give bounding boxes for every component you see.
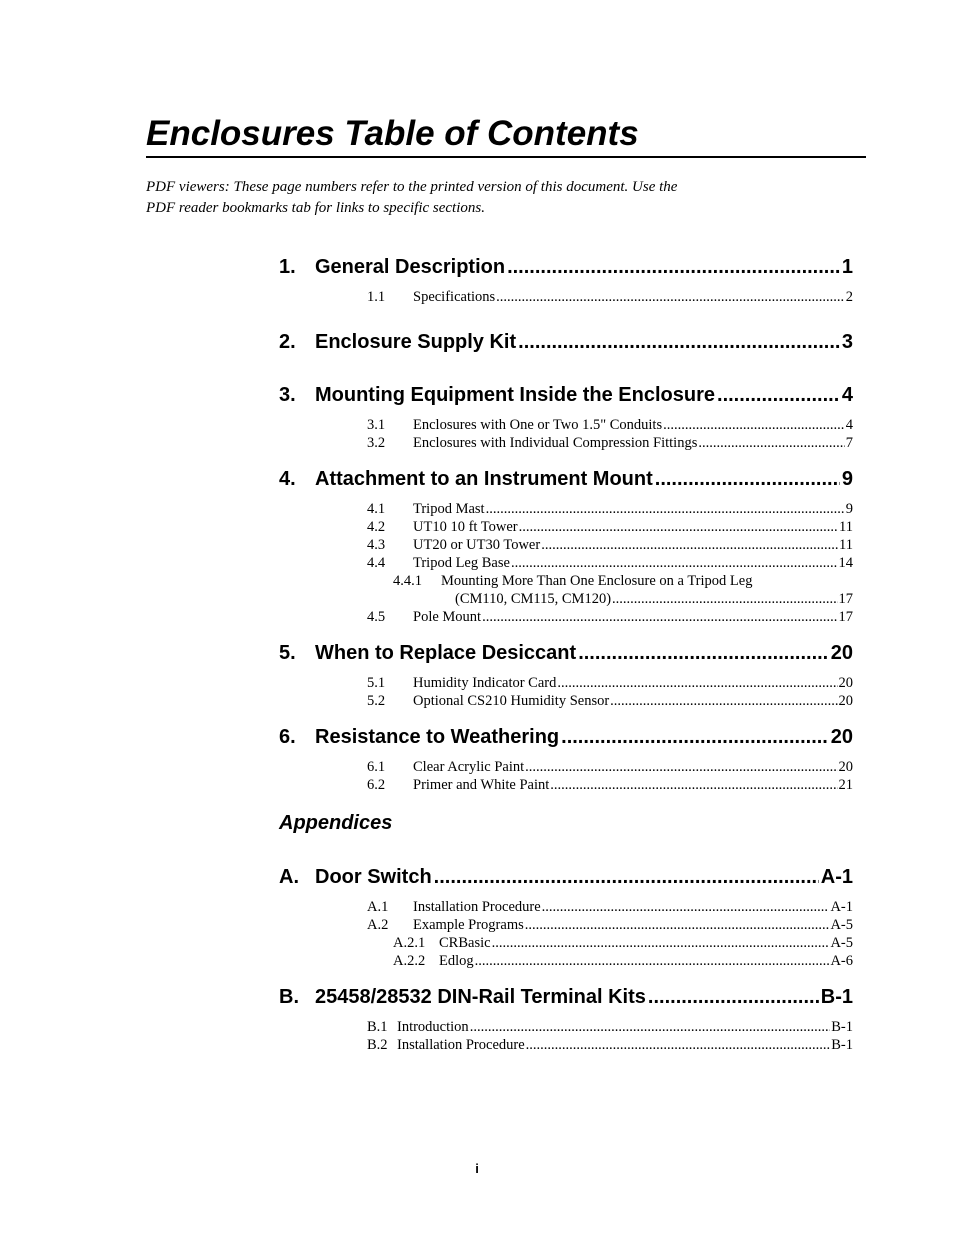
section-number: 1.1: [367, 289, 386, 305]
section-number: 4.5: [367, 609, 386, 625]
toc-section-5-2[interactable]: [367, 692, 853, 710]
dot-leader: [542, 898, 830, 916]
dot-leader: [663, 416, 845, 434]
section-page: 17: [838, 591, 853, 607]
section-number: 6.2: [367, 777, 386, 793]
section-page: 14: [838, 555, 853, 571]
toc-chapter-4[interactable]: [279, 466, 853, 492]
chapter-page: 20: [830, 642, 853, 664]
chapter-number: 2.: [279, 331, 296, 353]
chapter-number: 4.: [279, 468, 296, 490]
pdf-viewer-note: [146, 177, 786, 219]
dot-leader: [525, 758, 837, 776]
dot-leader: [519, 518, 838, 536]
toc-section-5-1[interactable]: [367, 674, 853, 692]
chapter-title: Mounting Equipment Inside the Enclosure: [315, 384, 716, 406]
toc-section-4-3[interactable]: [367, 536, 853, 554]
section-number: 4.3: [367, 537, 386, 553]
section-title: Introduction: [397, 1019, 469, 1035]
chapter-number: 1.: [279, 256, 296, 278]
chapter-page: 4: [841, 384, 853, 406]
section-title: Tripod Mast: [413, 501, 485, 517]
chapter-page: 20: [830, 726, 853, 748]
section-number: 4.4.1: [393, 573, 422, 589]
section-page: 11: [839, 537, 853, 553]
appendix-letter: B.: [279, 986, 299, 1008]
dot-leader: [482, 608, 837, 626]
section-number: 6.1: [367, 759, 386, 775]
section-page: A-5: [830, 917, 853, 933]
section-page: 20: [838, 693, 853, 709]
section-number: A.1: [367, 899, 389, 915]
section-number: B.2: [367, 1037, 388, 1053]
section-page: A-6: [830, 953, 853, 969]
section-title: UT20 or UT30 Tower: [413, 537, 541, 553]
chapter-page: 9: [841, 468, 853, 490]
chapter-number: 6.: [279, 726, 296, 748]
chapter-page: 1: [841, 256, 853, 278]
toc-section-a-2-1[interactable]: [393, 934, 853, 952]
section-title: Mounting More Than One Enclosure on a Tripod Leg: [441, 573, 753, 589]
toc-section-4-4[interactable]: [367, 554, 853, 572]
dot-leader: [541, 536, 838, 554]
page-title: Enclosures Table of Contents: [146, 112, 866, 158]
toc-section-b-1[interactable]: [367, 1018, 853, 1036]
toc-chapter-2[interactable]: [279, 329, 853, 355]
dot-leader: [518, 329, 840, 355]
section-page: A-1: [830, 899, 853, 915]
chapter-page: 3: [841, 331, 853, 353]
section-page: 20: [838, 759, 853, 775]
toc-section-3-1[interactable]: [367, 416, 853, 434]
section-number: 4.2: [367, 519, 386, 535]
section-page: 7: [845, 435, 853, 451]
dot-leader: [525, 916, 830, 934]
toc-section-a-2[interactable]: [367, 916, 853, 934]
dot-leader: [648, 984, 819, 1010]
chapter-title: General Description: [315, 256, 506, 278]
section-page: 2: [845, 289, 853, 305]
section-list: [367, 674, 853, 710]
section-title: Example Programs: [413, 917, 524, 933]
section-list: [367, 500, 853, 626]
toc-chapter-6[interactable]: [279, 724, 853, 750]
dot-leader: [578, 640, 829, 666]
section-page: 4: [845, 417, 853, 433]
section-page: 17: [838, 609, 853, 625]
section-page: B-1: [831, 1037, 853, 1053]
section-title: Enclosures with One or Two 1.5" Conduits: [413, 417, 663, 433]
page-number: i: [475, 1161, 479, 1176]
dot-leader: [475, 952, 830, 970]
section-title: Installation Procedure: [413, 899, 541, 915]
section-number: A.2.1: [393, 935, 426, 951]
toc-section-6-2[interactable]: [367, 776, 853, 794]
pdf-note-line-2: PDF reader bookmarks tab for links to specific sections.: [146, 200, 485, 216]
section-list: [367, 1018, 853, 1054]
section-title: Enclosures with Individual Compression Fittings: [413, 435, 698, 451]
table-of-contents: [279, 254, 853, 1054]
dot-leader: [492, 934, 830, 952]
section-page: 21: [838, 777, 853, 793]
section-page: B-1: [831, 1019, 853, 1035]
toc-section-a-1[interactable]: [367, 898, 853, 916]
toc-section-4-1[interactable]: [367, 500, 853, 518]
toc-chapter-1[interactable]: [279, 254, 853, 280]
dot-leader: [557, 674, 837, 692]
section-number: B.1: [367, 1019, 388, 1035]
dot-leader: [655, 466, 840, 492]
toc-appendix-b[interactable]: [279, 984, 853, 1010]
section-title: Pole Mount: [413, 609, 482, 625]
chapter-number: 3.: [279, 384, 296, 406]
section-title: Edlog: [439, 953, 474, 969]
section-list: [367, 758, 853, 794]
section-title: Tripod Leg Base: [413, 555, 510, 571]
toc-section-3-2[interactable]: [367, 434, 853, 452]
toc-section-b-2[interactable]: [367, 1036, 853, 1054]
chapter-title: Resistance to Weathering: [315, 726, 560, 748]
section-list: [367, 416, 853, 452]
dot-leader: [470, 1018, 831, 1036]
toc-appendix-a[interactable]: [279, 864, 853, 890]
toc-section-4-2[interactable]: [367, 518, 853, 536]
appendix-title: Door Switch: [315, 866, 432, 888]
toc-section-1-1[interactable]: [367, 288, 853, 306]
section-number: 4.4: [367, 555, 386, 571]
dot-leader: [610, 692, 837, 710]
dot-leader: [434, 864, 819, 890]
toc-chapter-5[interactable]: [279, 640, 853, 666]
section-title: Optional CS210 Humidity Sensor: [413, 693, 610, 709]
section-title: Clear Acrylic Paint: [413, 759, 525, 775]
section-number: 5.1: [367, 675, 386, 691]
section-number: 3.2: [367, 435, 386, 451]
section-number: 4.1: [367, 501, 386, 517]
section-number: 3.1: [367, 417, 386, 433]
section-page: 9: [845, 501, 853, 517]
section-number: A.2.2: [393, 953, 426, 969]
section-title: Humidity Indicator Card: [413, 675, 557, 691]
appendix-page: A-1: [820, 866, 853, 888]
toc-section-4-4-1[interactable]: [393, 572, 853, 590]
toc-section-6-1[interactable]: [367, 758, 853, 776]
chapter-title: When to Replace Desiccant: [315, 642, 577, 664]
dot-leader: [698, 434, 844, 452]
section-list: [367, 898, 853, 970]
appendices-heading: Appendices: [279, 812, 393, 834]
appendix-page: B-1: [820, 986, 853, 1008]
chapter-title: Attachment to an Instrument Mount: [315, 468, 653, 490]
section-page: 11: [839, 519, 853, 535]
toc-section-4-5[interactable]: [367, 608, 853, 626]
toc-section-4-4-1-continued[interactable]: [455, 590, 853, 608]
section-number: 5.2: [367, 693, 386, 709]
dot-leader: [550, 776, 837, 794]
dot-leader: [486, 500, 845, 518]
dot-leader: [561, 724, 829, 750]
appendix-title: 25458/28532 DIN-Rail Terminal Kits: [315, 986, 646, 1008]
chapter-title: Enclosure Supply Kit: [315, 331, 517, 353]
appendix-letter: A.: [279, 866, 299, 888]
dot-leader: [526, 1036, 831, 1054]
section-title-continued: (CM110, CM115, CM120): [455, 591, 612, 607]
section-title: Specifications: [413, 289, 496, 305]
section-title: UT10 10 ft Tower: [413, 519, 518, 535]
toc-section-a-2-2[interactable]: [393, 952, 853, 970]
section-title: CRBasic: [439, 935, 491, 951]
toc-chapter-3[interactable]: [279, 382, 853, 408]
dot-leader: [507, 254, 840, 280]
dot-leader: [496, 288, 845, 306]
section-list: [367, 288, 853, 306]
section-page: 20: [838, 675, 853, 691]
section-title: Installation Procedure: [397, 1037, 525, 1053]
pdf-note-line-1: PDF viewers: These page numbers refer to the printed version of this document. Use the: [146, 179, 678, 195]
dot-leader: [511, 554, 838, 572]
dot-leader: [612, 590, 837, 608]
section-number: A.2: [367, 917, 389, 933]
section-page: A-5: [830, 935, 853, 951]
section-title: Primer and White Paint: [413, 777, 550, 793]
dot-leader: [717, 382, 840, 408]
chapter-number: 5.: [279, 642, 296, 664]
